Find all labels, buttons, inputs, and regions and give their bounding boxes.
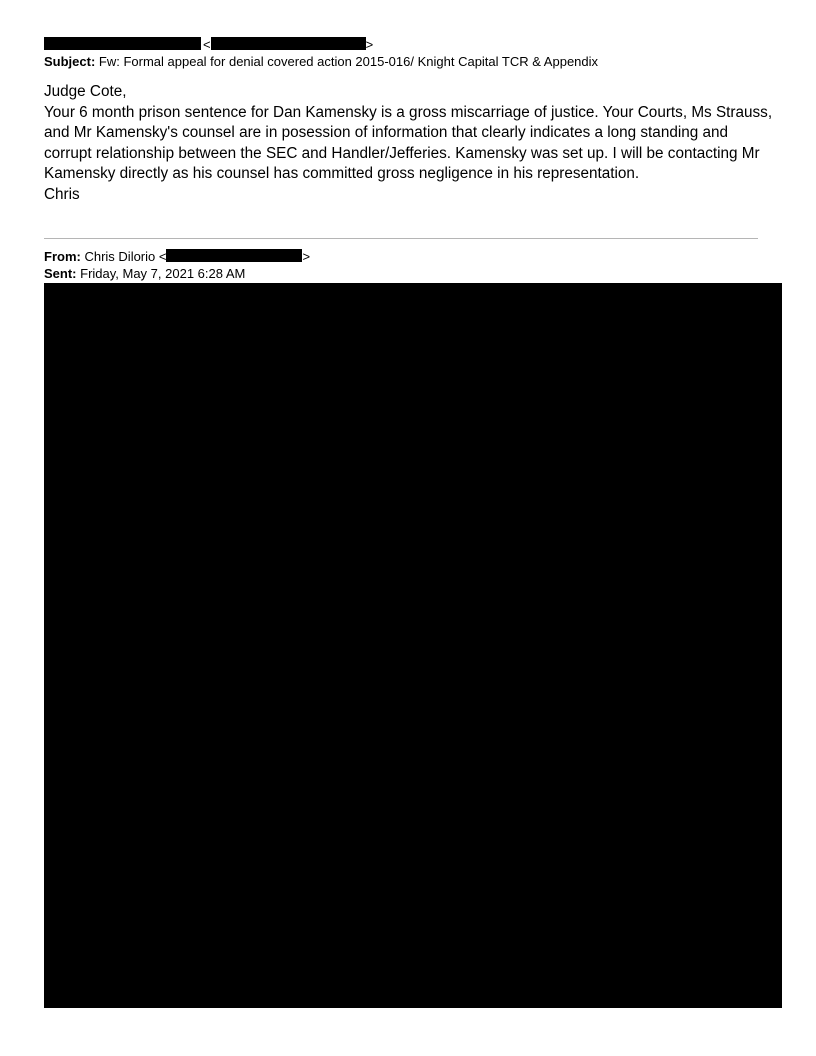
subject-value: Fw: Formal appeal for denial covered action 2015-016/ Knight Capital TCR & Appendix: [98, 54, 599, 69]
sender-open-bracket: <: [203, 37, 211, 52]
sender-close-bracket: >: [365, 37, 374, 52]
message-paragraph: Your 6 month prison sentence for Dan Kamensky is a gross miscarriage of justice. Your Courts, Ms Strauss, and Mr Kamensky's counsel are in posession of information that clearly indicates a long standing and corrupt relationship between the SEC and Handler/Jefferies. Kamensky was set up. I will be contacting Mr Kamensky directly as his counsel has committed gross negligence in his representation.: [44, 103, 773, 182]
sender-line: [44, 37, 373, 53]
message-body: [44, 82, 774, 205]
subject-label: Subject:: [44, 54, 96, 69]
sent-line: [44, 266, 245, 282]
subject-line: [44, 54, 598, 70]
redacted-content-block: [44, 283, 782, 1008]
sent-value: Friday, May 7, 2021 6:28 AM: [80, 266, 246, 281]
from-open-bracket: <: [158, 249, 167, 264]
signature: Chris: [44, 185, 80, 203]
from-label: From:: [44, 249, 81, 264]
from-close-bracket: >: [302, 249, 311, 264]
sent-label: Sent:: [44, 266, 77, 281]
from-line: [44, 249, 310, 265]
salutation: Judge Cote,: [44, 83, 127, 100]
redacted-from-email: [166, 249, 302, 262]
message-divider: [44, 238, 758, 239]
redacted-sender-email: [211, 37, 366, 50]
redacted-sender-name: [44, 37, 201, 50]
from-name: Chris Dilorio: [84, 249, 156, 264]
